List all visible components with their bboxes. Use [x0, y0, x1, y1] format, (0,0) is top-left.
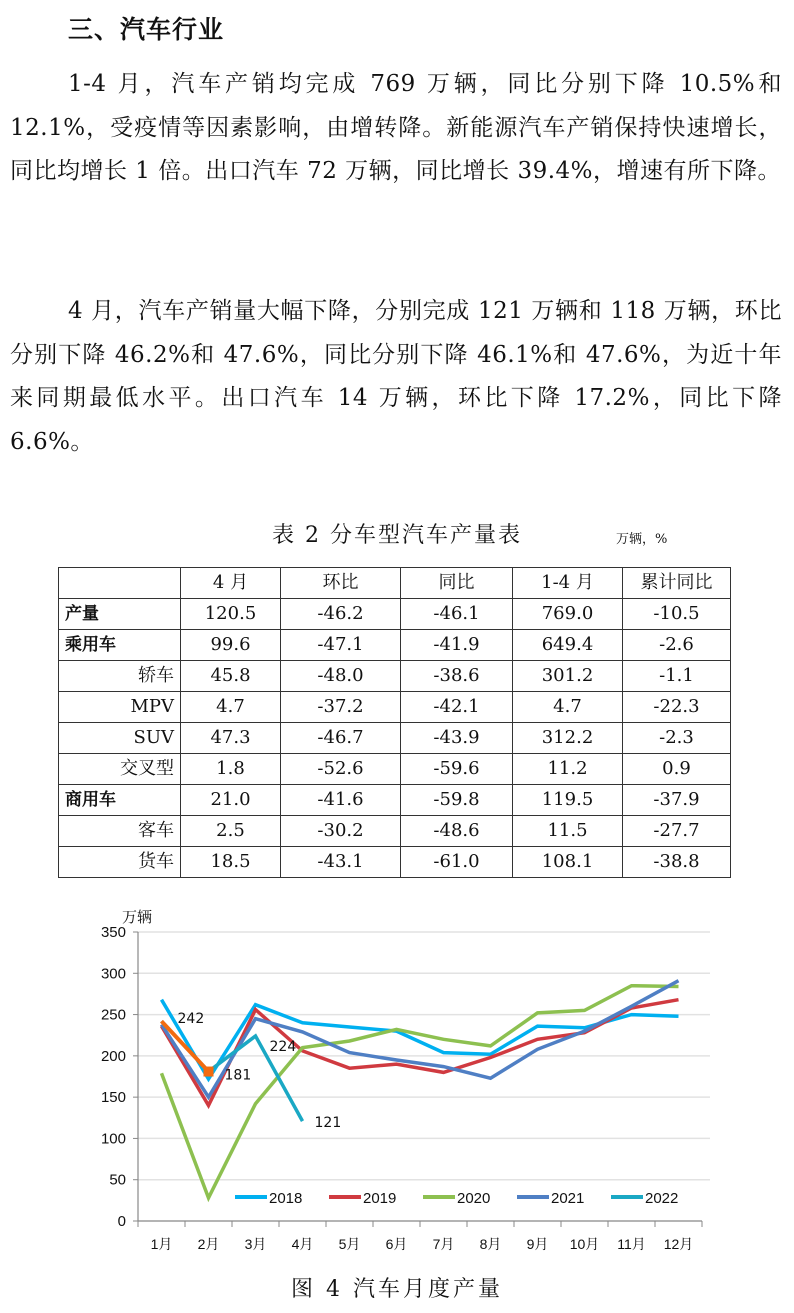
table-row	[59, 661, 731, 692]
table-cell: -30.2	[281, 816, 401, 847]
paragraph-ytd-summary: 1-4 月，汽车产销均完成 769 万辆，同比分别下降 10.5%和 12.1%，受疫情等因素影响，由增转降。新能源汽车产销保持快速增长，同比均增长 1 倍。出口汽车 72 万辆，同比增长 39.4%，增速有所下降。	[10, 71, 782, 184]
x-tick-label: 5月	[338, 1236, 361, 1252]
table-cell: 99.6	[181, 630, 281, 661]
x-tick-label: 3月	[244, 1236, 267, 1252]
x-tick-label: 11月	[617, 1236, 646, 1252]
table-cell: -38.6	[401, 661, 513, 692]
table-cell: 18.5	[181, 847, 281, 878]
table-header-row	[59, 568, 731, 599]
legend-label-2021: 2021	[551, 1190, 585, 1207]
legend-label-2022: 2022	[645, 1190, 679, 1207]
table-cell: -1.1	[623, 661, 731, 692]
table-cell: -48.0	[281, 661, 401, 692]
table-cell: 45.8	[181, 661, 281, 692]
table-cell: 1.8	[181, 754, 281, 785]
y-tick-label: 150	[100, 1089, 126, 1107]
row-label: 产量	[59, 599, 181, 630]
y-tick-label: 50	[109, 1171, 126, 1189]
table-cell: 301.2	[513, 661, 623, 692]
data-label: 121	[314, 1115, 342, 1132]
table-cell: -41.6	[281, 785, 401, 816]
table-header-cell: 累计同比	[623, 568, 731, 599]
table-cell: 21.0	[181, 785, 281, 816]
data-label: 181	[224, 1067, 252, 1084]
monthly-production-chart	[80, 900, 720, 1260]
paragraph-april-summary: 4 月，汽车产销量大幅下降，分别完成 121 万辆和 118 万辆，环比分别下降 46.2%和 47.6%，同比分别下降 46.1%和 47.6%，为近十年来同期最低水平。出口汽车 14 万辆，环比下降 17.2%，同比下降 6.6%。	[10, 298, 782, 455]
row-label: 客车	[59, 816, 181, 847]
legend-label-2018: 2018	[269, 1190, 303, 1207]
table-cell: -46.7	[281, 723, 401, 754]
table-unit: 万辆，%	[616, 532, 668, 547]
y-tick-label: 100	[100, 1130, 126, 1148]
table-cell: 2.5	[181, 816, 281, 847]
line-chart-canvas	[80, 900, 720, 1260]
table-row	[59, 723, 731, 754]
legend-label-2020: 2020	[457, 1190, 491, 1207]
figure-caption: 图 4 汽车月度产量	[291, 1277, 503, 1302]
table-cell: -46.1	[401, 599, 513, 630]
table-cell: -27.7	[623, 816, 731, 847]
row-label: 轿车	[59, 661, 181, 692]
table-cell: 769.0	[513, 599, 623, 630]
x-tick-label: 1月	[150, 1236, 173, 1252]
table-cell: 47.3	[181, 723, 281, 754]
table-cell: -10.5	[623, 599, 731, 630]
x-tick-label: 12月	[663, 1236, 694, 1252]
row-label: 货车	[59, 847, 181, 878]
data-label: 242	[177, 1011, 205, 1028]
section-heading: 三、汽车行业	[68, 15, 225, 44]
table-header-cell: 1-4 月	[513, 568, 623, 599]
table-cell: -2.3	[623, 723, 731, 754]
table-cell: -48.6	[401, 816, 513, 847]
table-cell: 119.5	[513, 785, 623, 816]
highlight-marker	[204, 1067, 214, 1077]
table-header-cell: 环比	[281, 568, 401, 599]
y-tick-label: 350	[100, 924, 126, 941]
y-tick-label: 250	[100, 1006, 126, 1024]
table-header-cell	[59, 568, 181, 599]
table-row	[59, 816, 731, 847]
table-caption	[0, 518, 794, 552]
table-cell: -52.6	[281, 754, 401, 785]
table-cell: -42.1	[401, 692, 513, 723]
table-row	[59, 847, 731, 878]
table-cell: -41.9	[401, 630, 513, 661]
y-axis-unit: 万辆	[122, 909, 153, 926]
x-tick-label: 7月	[432, 1236, 455, 1252]
x-tick-label: 4月	[291, 1236, 314, 1252]
x-tick-label: 9月	[526, 1236, 549, 1252]
table-row	[59, 785, 731, 816]
table-cell: -22.3	[623, 692, 731, 723]
table-cell: 4.7	[181, 692, 281, 723]
table-row	[59, 630, 731, 661]
table-cell: -2.6	[623, 630, 731, 661]
table-cell: -37.9	[623, 785, 731, 816]
y-tick-label: 0	[117, 1213, 126, 1230]
x-tick-label: 10月	[569, 1236, 600, 1252]
x-tick-label: 8月	[479, 1236, 502, 1252]
table-cell: 120.5	[181, 599, 281, 630]
table-cell: -59.8	[401, 785, 513, 816]
table-cell: -37.2	[281, 692, 401, 723]
table-cell: 0.9	[623, 754, 731, 785]
production-by-type-table	[58, 567, 731, 878]
row-label: 商用车	[59, 785, 181, 816]
table-title: 表 2 分车型汽车产量表	[272, 523, 522, 548]
row-label: MPV	[59, 692, 181, 723]
legend-label-2019: 2019	[363, 1190, 397, 1207]
x-tick-label: 6月	[385, 1236, 408, 1252]
table-cell: 11.5	[513, 816, 623, 847]
table-cell: 11.2	[513, 754, 623, 785]
y-tick-label: 200	[100, 1047, 126, 1065]
table-header-cell: 同比	[401, 568, 513, 599]
row-label: 乘用车	[59, 630, 181, 661]
series-line-2020	[162, 986, 679, 1198]
table-row	[59, 692, 731, 723]
row-label: SUV	[59, 723, 181, 754]
table-row	[59, 599, 731, 630]
table-cell: -47.1	[281, 630, 401, 661]
table-cell: 649.4	[513, 630, 623, 661]
table-cell: 108.1	[513, 847, 623, 878]
table-header-cell: 4 月	[181, 568, 281, 599]
series-line-2019	[162, 1000, 679, 1106]
table-cell: -59.6	[401, 754, 513, 785]
data-label: 224	[269, 1039, 297, 1056]
table-cell: -43.1	[281, 847, 401, 878]
table-cell: -43.9	[401, 723, 513, 754]
x-tick-label: 2月	[197, 1236, 220, 1252]
table-cell: 4.7	[513, 692, 623, 723]
table-cell: -46.2	[281, 599, 401, 630]
table-cell: 312.2	[513, 723, 623, 754]
table-cell: -38.8	[623, 847, 731, 878]
table-cell: -61.0	[401, 847, 513, 878]
y-tick-label: 300	[100, 965, 126, 983]
row-label: 交叉型	[59, 754, 181, 785]
table-row	[59, 754, 731, 785]
